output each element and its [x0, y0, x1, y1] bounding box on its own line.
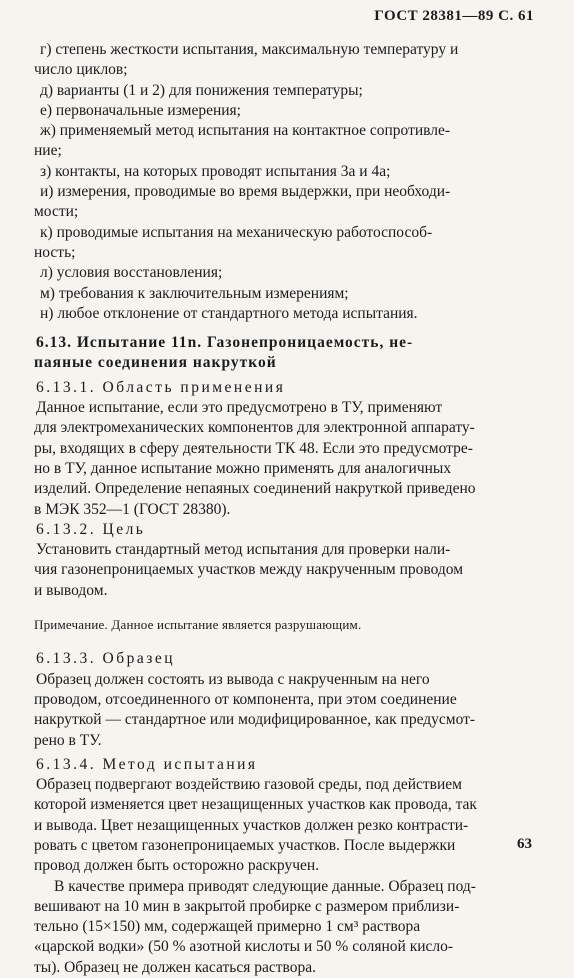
paragraph-line: но в ТУ, данное испытание можно применять для аналогичных: [34, 459, 452, 477]
subsection-purpose: [34, 520, 534, 601]
list-item: е) первоначальные измерения;: [40, 101, 241, 119]
note: Примечание. Данное испытание является разрушающим.: [34, 617, 362, 633]
list-item: л) условия восстановления;: [40, 264, 223, 282]
subsection-method: [34, 755, 534, 978]
paragraph-line: для электромеханических компонентов для электронной аппарату-: [34, 419, 475, 437]
list-item: к) проводимые испытания на механическую работоспособ-: [40, 223, 433, 241]
paragraph-line: тельно (15×150) мм, содержащей примерно 1 см³ раствора: [34, 918, 421, 936]
paragraph-line: и вывода. Цвет незащищенных участков должен резко контрасти-: [34, 816, 469, 834]
page-number: 63: [517, 836, 532, 852]
section-title-line: 6.13. Испытание 11n. Газонепроницаемость, не-: [36, 334, 414, 352]
requirements-list: [34, 40, 534, 324]
paragraph-line: Установить стандартный метод испытания для проверки нали-: [36, 541, 451, 559]
paragraph-line: которой изменяется цвет незащищенных участков как провода, так: [34, 796, 477, 814]
paragraph-line: изделий. Определение непаяных соединений накруткой приведено: [34, 480, 476, 498]
subsection-scope: [34, 378, 534, 520]
list-item: д) варианты (1 и 2) для понижения температуры;: [40, 81, 363, 99]
list-item: з) контакты, на которых проводят испытания 3а и 4а;: [40, 162, 391, 180]
page-header: ГОСТ 28381—89 С. 61: [374, 8, 534, 24]
list-item: ность;: [34, 243, 76, 261]
paragraph-line: накруткой — стандартное или модифицированное, как предусмот-: [34, 711, 476, 729]
paragraph-line: Данное испытание, если это предусмотрено в ТУ, применяют: [36, 399, 443, 417]
list-item: ж) применяемый метод испытания на контактное сопротивле-: [40, 122, 451, 140]
paragraph-line: проводом, отсоединенного от компонента, при этом соединение: [34, 690, 457, 708]
list-item: и) измерения, проводимые во время выдержки, при необходи-: [40, 183, 451, 201]
paragraph-line: рено в ТУ.: [34, 731, 102, 749]
subsection-heading: 6.13.4. Метод испытания: [36, 755, 258, 773]
list-item: н) любое отклонение от стандартного метода испытания.: [40, 304, 418, 322]
paragraph-line: ровать с цветом газонепроницаемых участков. После выдержки: [34, 836, 456, 854]
subsection-specimen: [34, 649, 534, 750]
document-body: [34, 40, 534, 978]
paragraph-line: В качестве примера приводят следующие данные. Образец под-: [54, 877, 476, 895]
paragraph-line: чия газонепроницаемых участков между накрученным проводом: [34, 561, 464, 579]
list-item: ние;: [34, 142, 62, 160]
paragraph-line: ры, входящих в сферу деятельности ТК 48. Если это предусмотре-: [34, 439, 473, 457]
section-title-line: паяные соединения накруткой: [34, 354, 277, 372]
paragraph-line: и выводом.: [34, 581, 108, 599]
list-item: м) требования к заключительным измерениям;: [40, 284, 349, 302]
paragraph-line: в МЭК 352—1 (ГОСТ 28380).: [34, 500, 231, 518]
list-item: число циклов;: [34, 61, 128, 79]
paragraph-line: Образец должен состоять из вывода с накрученным на него: [36, 670, 430, 688]
subsection-heading: 6.13.2. Цель: [36, 520, 146, 538]
paragraph-line: «царской водки» (50 % азотной кислоты и 50 % соляной кисло-: [34, 938, 454, 956]
paragraph-line: ты). Образец не должен касаться раствора.: [34, 958, 316, 976]
section-title: [34, 333, 534, 374]
paragraph-line: Образец подвергают воздействию газовой среды, под действием: [36, 776, 462, 794]
paragraph-line: провод должен быть осторожно раскручен.: [34, 857, 320, 875]
list-item: г) степень жесткости испытания, максимальную температуру и: [40, 41, 459, 58]
subsection-heading: 6.13.1. Область применения: [36, 378, 286, 396]
subsection-heading: 6.13.3. Образец: [36, 650, 176, 668]
paragraph-line: вешивают на 10 мин в закрытой пробирке с размером приблизи-: [34, 897, 460, 915]
list-item: мости;: [34, 203, 79, 221]
